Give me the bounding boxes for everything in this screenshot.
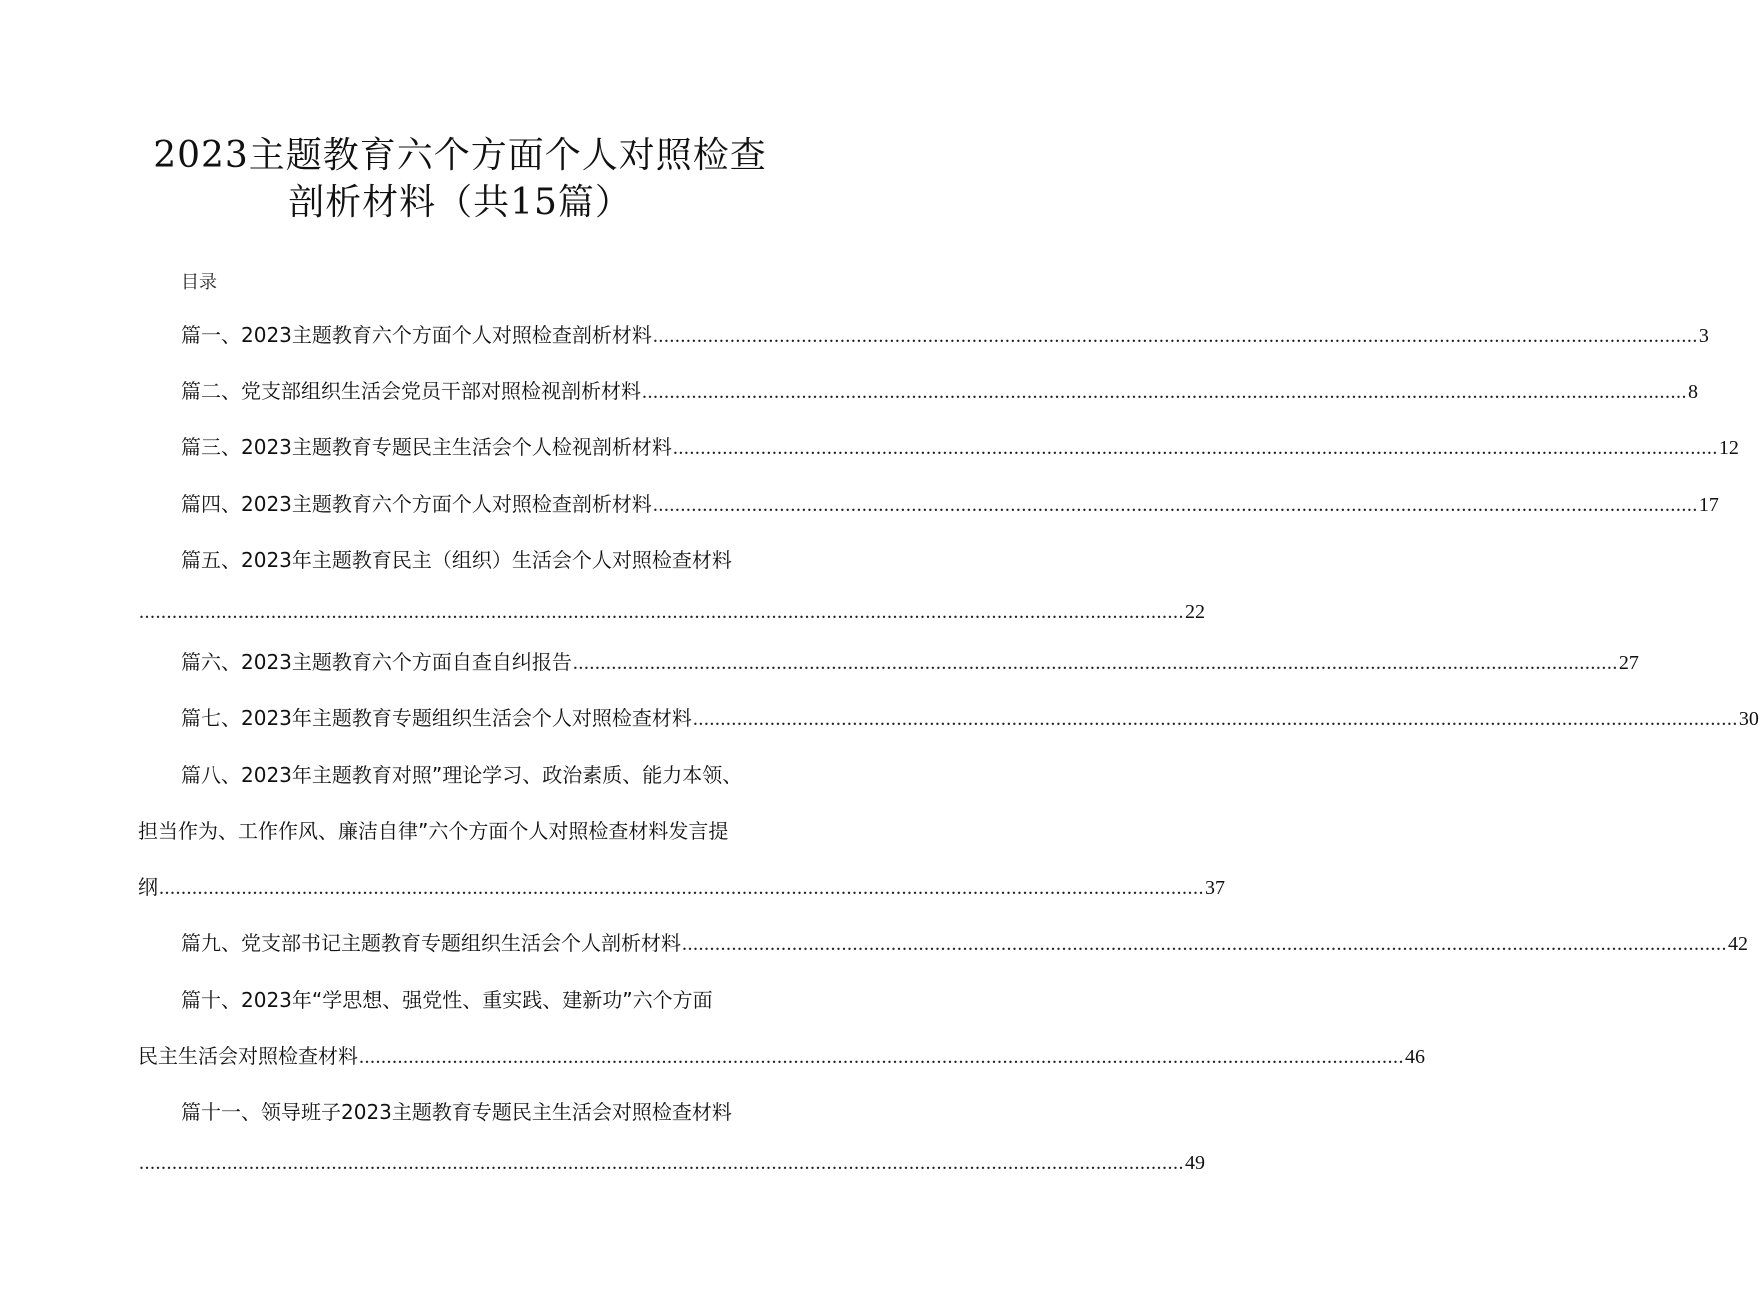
toc-entry-5-continuation[interactable] bbox=[138, 597, 1205, 627]
toc-entry-text: 篇七、2023年主题教育专题组织生活会个人对照检查材料 bbox=[181, 706, 692, 730]
page-number: 12 bbox=[1718, 437, 1739, 459]
toc-entry-text: 民主生活会对照检查材料 bbox=[138, 1044, 358, 1068]
page-number: 30 bbox=[1738, 708, 1759, 730]
page-number: 8 bbox=[1688, 381, 1698, 403]
toc-entry-text: 纲 bbox=[138, 875, 158, 899]
dot-leader: .............................................................................................................................................................................................. bbox=[652, 494, 1698, 516]
toc-entry-text: 篇五、2023年主题教育民主（组织）生活会个人对照检查材料 bbox=[181, 548, 732, 572]
toc-entry-text: 篇九、党支部书记主题教育专题组织生活会个人剖析材料 bbox=[181, 931, 681, 955]
toc-entry-text: 篇八、2023年主题教育对照”理论学习、政治素质、能力本领、 bbox=[181, 763, 743, 787]
page-number: 49 bbox=[1185, 1152, 1205, 1174]
toc-entry-2[interactable] bbox=[181, 376, 1698, 406]
dot-leader: .............................................................................................................................................................................................. bbox=[139, 601, 1184, 623]
toc-entry-10-line-2[interactable] bbox=[138, 1041, 1425, 1071]
document-title-line-2: 剖析材料（共15篇） bbox=[288, 182, 632, 223]
toc-entry-8-line-3[interactable] bbox=[138, 872, 1225, 902]
dot-leader: .............................................................................................................................................................................................. bbox=[572, 652, 1618, 674]
toc-entry-5[interactable] bbox=[181, 545, 781, 575]
toc-entry-text: 篇十一、领导班子2023主题教育专题民主生活会对照检查材料 bbox=[181, 1100, 732, 1124]
page-number: 3 bbox=[1698, 325, 1709, 347]
toc-entry-10[interactable] bbox=[181, 985, 781, 1015]
toc-entry-1[interactable] bbox=[181, 320, 1709, 350]
page-number: 37 bbox=[1205, 877, 1225, 899]
dot-leader: .............................................................................................................................................................................................. bbox=[692, 708, 1738, 730]
page-number: 46 bbox=[1405, 1046, 1425, 1068]
toc-entry-11-continuation[interactable] bbox=[138, 1148, 1205, 1178]
toc-entry-6[interactable] bbox=[181, 647, 1639, 677]
page-number: 42 bbox=[1728, 933, 1748, 955]
toc-entry-11[interactable] bbox=[181, 1097, 781, 1127]
toc-entry-3[interactable] bbox=[181, 432, 1739, 462]
toc-heading: 目录 bbox=[181, 272, 217, 293]
toc-entry-text: 篇一、2023主题教育六个方面个人对照检查剖析材料 bbox=[181, 323, 652, 347]
toc-entry-text: 篇四、2023主题教育六个方面个人对照检查剖析材料 bbox=[181, 492, 652, 516]
dot-leader: .............................................................................................................................................................................................. bbox=[359, 1046, 1404, 1068]
toc-entry-9[interactable] bbox=[181, 928, 1748, 958]
toc-entry-text: 篇二、党支部组织生活会党员干部对照检视剖析材料 bbox=[181, 379, 641, 403]
toc-entry-7[interactable] bbox=[181, 703, 1759, 733]
toc-entry-text: 篇三、2023主题教育专题民主生活会个人检视剖析材料 bbox=[181, 435, 672, 459]
dot-leader: .............................................................................................................................................................................................. bbox=[672, 437, 1718, 459]
dot-leader: .............................................................................................................................................................................................. bbox=[682, 933, 1727, 955]
toc-entry-4[interactable] bbox=[181, 489, 1719, 519]
page-number: 17 bbox=[1698, 494, 1719, 516]
page-number: 22 bbox=[1185, 601, 1205, 623]
dot-leader: .............................................................................................................................................................................................. bbox=[139, 1152, 1184, 1174]
page-number: 27 bbox=[1618, 652, 1639, 674]
toc-entry-text: 篇六、2023主题教育六个方面自查自纠报告 bbox=[181, 650, 572, 674]
toc-entry-text: 担当作为、工作作风、廉洁自律”六个方面个人对照检查材料发言提 bbox=[138, 819, 729, 843]
toc-entry-8[interactable] bbox=[181, 760, 781, 790]
dot-leader: .............................................................................................................................................................................................. bbox=[159, 877, 1204, 899]
document-title-line-1: 2023主题教育六个方面个人对照检查 bbox=[153, 135, 767, 176]
dot-leader: .............................................................................................................................................................................................. bbox=[642, 381, 1687, 403]
dot-leader: .............................................................................................................................................................................................. bbox=[652, 325, 1698, 347]
toc-entry-8-line-2[interactable] bbox=[138, 816, 778, 846]
toc-entry-text: 篇十、2023年“学思想、强党性、重实践、建新功”六个方面 bbox=[181, 988, 713, 1012]
